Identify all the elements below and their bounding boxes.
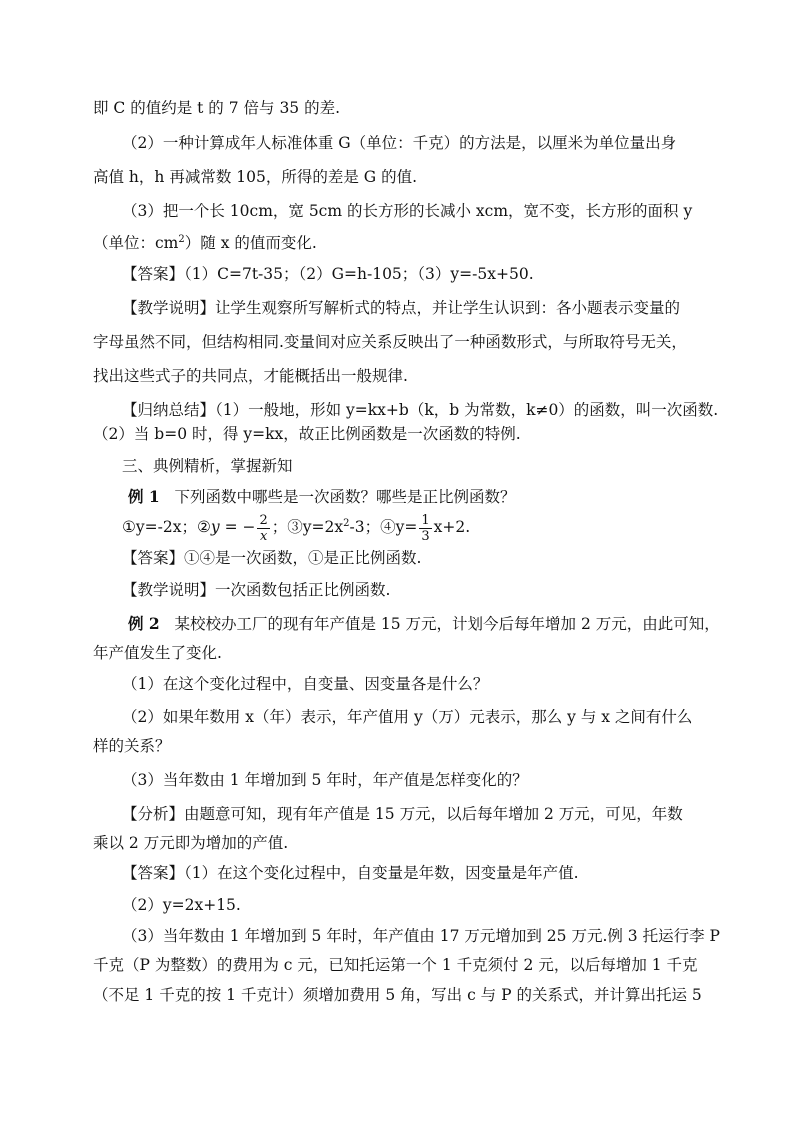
text-line: （3）当年数由 1 年增加到 5 年时，年产值由 17 万元增加到 25 万元.例 3 托运行李 P <box>122 927 720 945</box>
fraction <box>419 513 431 544</box>
superscript: 2 <box>343 518 350 529</box>
section-heading: 三、典例精析，掌握新知 <box>122 457 293 475</box>
text-fragment: （单位：cm <box>93 234 179 253</box>
text-line: 高值 h，h 再减常数 105，所得的差是 G 的值. <box>93 168 417 186</box>
example-label: 例 2 <box>128 614 160 633</box>
answer-line: 【答案】①④是一次函数，①是正比例函数. <box>122 549 422 567</box>
text-fragment: -3；④y= <box>349 518 418 537</box>
text-line: 样的关系？ <box>93 737 171 755</box>
text-fragment: x+2. <box>433 518 471 537</box>
superscript: 2 <box>178 234 185 245</box>
answer-line: （2）y=2x+15. <box>122 896 241 914</box>
example-2-line <box>128 613 720 635</box>
text-line: 【教学说明】让学生观察所写解析式的特点，并让学生认识到：各小题表示变量的 <box>122 299 681 317</box>
answer-line: 【答案】（1）在这个变化过程中，自变量是年数，因变量是年产值. <box>122 864 579 882</box>
text-line: 找出这些式子的共同点，才能概括出一般规律. <box>93 367 408 385</box>
text-fragment: 下列函数中哪些是一次函数？哪些是正比例函数？ <box>174 488 516 506</box>
question-line: （3）当年数由 1 年增加到 5 年时，年产值是怎样变化的？ <box>122 771 528 789</box>
answer-line: 【答案】（1）C=7t-35；（2）G=h-105；（3）y=-5x+50. <box>122 265 534 283</box>
text-line: 【教学说明】一次函数包括正比例函数. <box>122 581 391 599</box>
question-line: （2）如果年数用 x（年）表示，年产值用 y（万）元表示，那么 y 与 x 之间有什么 <box>122 708 693 726</box>
text-line: （2）一种计算成年人标准体重 G（单位：千克）的方法是，以厘米为单位量出身 <box>122 134 677 152</box>
summary-line: 【归纳总结】（1）一般地，形如 y=kx+b（k，b 为常数，k≠0）的函数，叫一次函数. <box>122 401 719 419</box>
question-line: （1）在这个变化过程中，自变量、因变量各是什么？ <box>122 675 489 693</box>
analysis-line: 【分析】由题意可知，现有年产值是 15 万元，以后每年增加 2 万元，可见，年数 <box>122 805 683 823</box>
numerator: 1 <box>421 512 430 528</box>
text-fragment: ）随 x 的值而变化. <box>184 234 317 253</box>
text-line: 千克（P 为整数）的费用为 c 元，已知托运第一个 1 千克须付 2 元，以后每增加 1 千克 <box>93 956 698 974</box>
summary-line: （2）当 b=0 时，得 y=kx，故正比例函数是一次函数的特例. <box>93 425 521 443</box>
text-line: 字母虽然不同，但结构相同.变量间对应关系反映出了一种函数形式，与所取符号无关， <box>93 333 687 351</box>
text-line: （3）把一个长 10cm，宽 5cm 的长方形的长减小 xcm，宽不变，长方形的面积 y <box>122 202 693 220</box>
math-lhs: y = − <box>210 518 256 537</box>
text-fragment: 某校校办工厂的现有年产值是 15 万元，计划今后每年增加 2 万元，由此可知， <box>174 615 720 633</box>
text-line: （不足 1 千克的按 1 千克计）须增加费用 5 角，写出 c 与 P 的关系式，并计算出托运 5 <box>93 986 702 1004</box>
text-fragment: ；③y=2x <box>271 518 344 537</box>
text-line <box>93 229 317 254</box>
text-line: 年产值发生了变化. <box>93 644 222 662</box>
denominator: x <box>259 528 268 544</box>
denominator: 3 <box>421 528 430 544</box>
numerator: 2 <box>259 512 268 528</box>
example-1-line <box>128 486 515 508</box>
fraction <box>257 513 269 544</box>
text-fragment: ①y=-2x；② <box>122 518 211 537</box>
text-line: 即 C 的值约是 t 的 7 倍与 35 的差. <box>93 99 341 117</box>
text-line: 乘以 2 万元即为增加的产值. <box>93 834 289 852</box>
example-label: 例 1 <box>128 487 160 506</box>
formula-line <box>122 509 470 544</box>
